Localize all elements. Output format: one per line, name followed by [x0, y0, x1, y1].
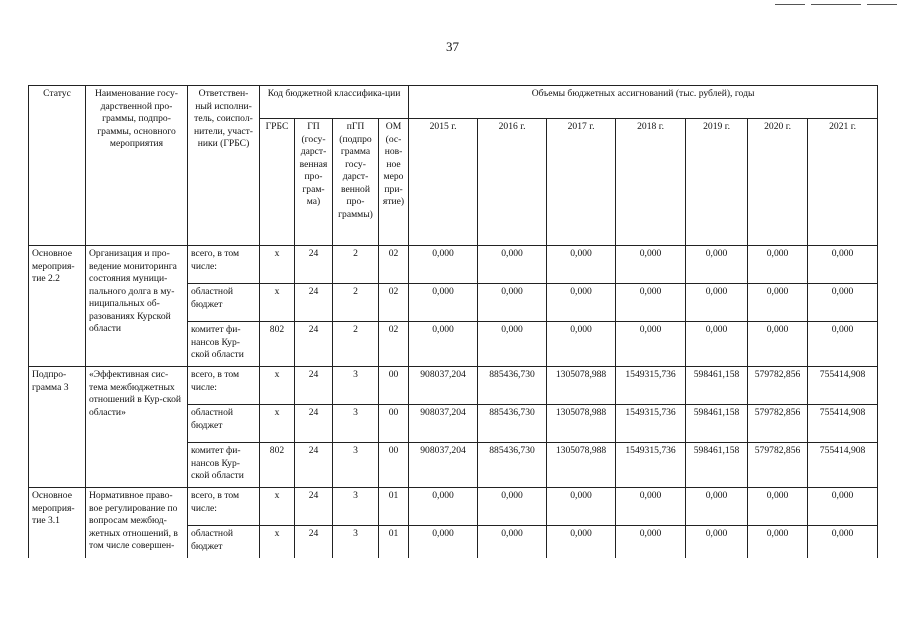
- header-year: 2020 г.: [748, 119, 808, 246]
- header-name: Наименование госу-дарственной про-граммы, подпро-граммы, основного мероприятия: [86, 86, 188, 246]
- cell-om: 01: [379, 488, 409, 526]
- cell-value: 0,000: [748, 488, 808, 526]
- cell-value: 0,000: [748, 246, 808, 284]
- header-year: 2021 г.: [808, 119, 878, 246]
- row-responsible: комитет фи-нансов Кур-ской области: [188, 322, 260, 367]
- cell-om: 02: [379, 284, 409, 322]
- row-responsible: областной бюджет: [188, 405, 260, 443]
- cell-value: 0,000: [686, 526, 748, 559]
- cell-grbs: x: [260, 488, 295, 526]
- cell-gp: 24: [295, 405, 333, 443]
- cell-value: 885436,730: [478, 367, 547, 405]
- cell-value: 0,000: [478, 246, 547, 284]
- cell-value: 0,000: [808, 246, 878, 284]
- cell-value: 0,000: [686, 284, 748, 322]
- cell-value: 0,000: [616, 488, 686, 526]
- cell-pgp: 2: [333, 246, 379, 284]
- cell-value: 1549315,736: [616, 367, 686, 405]
- row-responsible: комитет фи-нансов Кур-ской области: [188, 443, 260, 488]
- header-responsible: Ответствен-ный исполни-тель, соиспол-нители, участ-ники (ГРБС): [188, 86, 260, 246]
- row-status: Основное мероприя-тие 3.1: [29, 488, 86, 559]
- cell-value: 0,000: [616, 246, 686, 284]
- cell-value: 885436,730: [478, 443, 547, 488]
- cell-gp: 24: [295, 526, 333, 559]
- cell-grbs: x: [260, 246, 295, 284]
- row-name: Организация и про-ведение мониторинга состояния муници-пального долга в му-ниципальных об-разованиях Курской области: [86, 246, 188, 367]
- cell-pgp: 2: [333, 284, 379, 322]
- row-status: Подпро-грамма 3: [29, 367, 86, 488]
- cell-value: 1549315,736: [616, 405, 686, 443]
- cell-value: 598461,158: [686, 443, 748, 488]
- cell-value: 908037,204: [409, 405, 478, 443]
- cell-value: 1305078,988: [547, 405, 616, 443]
- cell-value: 0,000: [478, 488, 547, 526]
- cell-value: 0,000: [808, 322, 878, 367]
- cell-value: 598461,158: [686, 405, 748, 443]
- table-row: [29, 246, 878, 284]
- cell-value: 0,000: [478, 322, 547, 367]
- header-budget-code: Код бюджетной классифика-ции: [260, 86, 409, 119]
- cell-grbs: x: [260, 367, 295, 405]
- header-pgp: пГП (подпро грамма госу-дарст-венной про-граммы): [333, 119, 379, 246]
- cell-value: 1305078,988: [547, 443, 616, 488]
- cell-gp: 24: [295, 488, 333, 526]
- cell-value: 0,000: [409, 322, 478, 367]
- cell-om: 00: [379, 367, 409, 405]
- cell-value: 0,000: [748, 526, 808, 559]
- cell-value: 0,000: [808, 488, 878, 526]
- cell-value: 1305078,988: [547, 367, 616, 405]
- cell-grbs: x: [260, 526, 295, 559]
- row-responsible: всего, в том числе:: [188, 488, 260, 526]
- cell-grbs: x: [260, 405, 295, 443]
- cell-value: 0,000: [409, 526, 478, 559]
- cell-value: 0,000: [616, 526, 686, 559]
- cell-value: 0,000: [547, 322, 616, 367]
- row-name: Нормативное право-вое регулирование по вопросам межбюд-жетных отношений, в том числе совершен-: [86, 488, 188, 559]
- cell-pgp: 3: [333, 443, 379, 488]
- cell-om: 00: [379, 405, 409, 443]
- cell-gp: 24: [295, 367, 333, 405]
- cell-value: 885436,730: [478, 405, 547, 443]
- cell-value: 0,000: [808, 284, 878, 322]
- cell-value: 0,000: [547, 246, 616, 284]
- cell-value: 0,000: [808, 526, 878, 559]
- cell-value: 0,000: [547, 488, 616, 526]
- header-gp: ГП (госу-дарст-венная про-грам-ма): [295, 119, 333, 246]
- header-year: 2016 г.: [478, 119, 547, 246]
- cell-pgp: 3: [333, 405, 379, 443]
- header-om: ОМ (ос-нов-ное меро при-ятие): [379, 119, 409, 246]
- cell-om: 01: [379, 526, 409, 559]
- cell-value: 0,000: [686, 322, 748, 367]
- cell-gp: 24: [295, 246, 333, 284]
- cell-grbs: 802: [260, 443, 295, 488]
- cell-value: 579782,856: [748, 443, 808, 488]
- header-year: 2017 г.: [547, 119, 616, 246]
- cell-pgp: 2: [333, 322, 379, 367]
- cell-value: 0,000: [409, 284, 478, 322]
- scan-marks: [775, 0, 897, 8]
- row-responsible: всего, в том числе:: [188, 246, 260, 284]
- cell-value: 0,000: [616, 284, 686, 322]
- header-status: Статус: [29, 86, 86, 246]
- cell-grbs: x: [260, 284, 295, 322]
- cell-value: 755414,908: [808, 443, 878, 488]
- cell-value: 0,000: [409, 246, 478, 284]
- row-responsible: всего, в том числе:: [188, 367, 260, 405]
- row-responsible: областной бюджет: [188, 284, 260, 322]
- cell-gp: 24: [295, 322, 333, 367]
- cell-value: 0,000: [748, 284, 808, 322]
- cell-value: 755414,908: [808, 367, 878, 405]
- page-number: 37: [446, 39, 459, 54]
- cell-value: 0,000: [478, 526, 547, 559]
- cell-pgp: 3: [333, 488, 379, 526]
- cell-value: 0,000: [686, 488, 748, 526]
- cell-om: 00: [379, 443, 409, 488]
- row-name: «Эффективная сис-тема межбюджетных отношений в Кур-ской области»: [86, 367, 188, 488]
- cell-value: 1549315,736: [616, 443, 686, 488]
- cell-value: 755414,908: [808, 405, 878, 443]
- cell-value: 579782,856: [748, 405, 808, 443]
- cell-value: 908037,204: [409, 443, 478, 488]
- row-status: Основное мероприя-тие 2.2: [29, 246, 86, 367]
- header-year: 2018 г.: [616, 119, 686, 246]
- table-row: [29, 488, 878, 526]
- cell-value: 0,000: [409, 488, 478, 526]
- cell-value: 908037,204: [409, 367, 478, 405]
- cell-value: 0,000: [547, 284, 616, 322]
- cell-value: 0,000: [748, 322, 808, 367]
- cell-value: 0,000: [616, 322, 686, 367]
- cell-value: 0,000: [686, 246, 748, 284]
- budget-table: [28, 85, 878, 558]
- header-year: 2015 г.: [409, 119, 478, 246]
- cell-gp: 24: [295, 443, 333, 488]
- header-allocations: Объемы бюджетных ассигнований (тыс. рублей), годы: [409, 86, 878, 119]
- cell-value: 579782,856: [748, 367, 808, 405]
- cell-grbs: 802: [260, 322, 295, 367]
- table-row: [29, 367, 878, 405]
- cell-value: 0,000: [547, 526, 616, 559]
- cell-pgp: 3: [333, 526, 379, 559]
- cell-gp: 24: [295, 284, 333, 322]
- header-grbs: ГРБС: [260, 119, 295, 246]
- cell-pgp: 3: [333, 367, 379, 405]
- cell-value: 598461,158: [686, 367, 748, 405]
- cell-om: 02: [379, 246, 409, 284]
- header-year: 2019 г.: [686, 119, 748, 246]
- cell-om: 02: [379, 322, 409, 367]
- row-responsible: областной бюджет: [188, 526, 260, 559]
- cell-value: 0,000: [478, 284, 547, 322]
